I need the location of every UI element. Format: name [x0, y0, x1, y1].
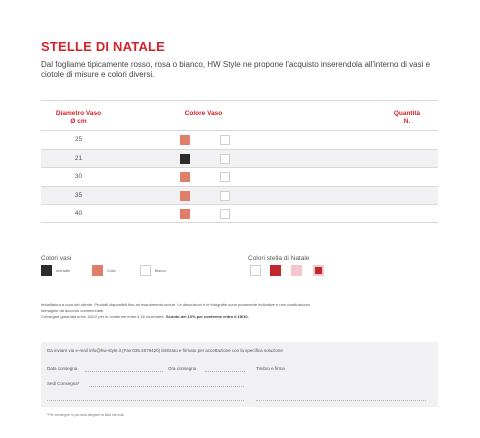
table-row	[41, 186, 438, 205]
legend-swatch-antracite	[41, 265, 52, 276]
legend-swatch-cotto	[92, 265, 103, 276]
legend-title: Colori vasi	[41, 255, 72, 262]
pot-color-swatch	[180, 135, 190, 145]
intro-text: Dal fogliame tipicamente rosso, rosa o bianco, HW Style ne propone l'acquisto inserendola all'interno di vasi e ciotole di misure e colori diversi.	[41, 60, 431, 79]
quantity-checkbox[interactable]	[220, 154, 230, 164]
header-diameter: Diametro Vaso Ø cm	[55, 110, 102, 125]
diameter-value: 21	[74, 154, 83, 162]
star-swatch-pink	[291, 265, 302, 276]
delivery-sites-label: Sedi Consegna*	[47, 381, 80, 386]
diameter-value: 25	[74, 136, 83, 143]
header-quantity: Quantità N.	[393, 110, 421, 125]
pot-color-swatch	[180, 191, 190, 201]
table-header	[41, 100, 438, 130]
table-row	[41, 149, 438, 168]
delivery-time-field[interactable]	[205, 371, 245, 372]
notes: Imballatura a cura del cliente. Prodotti disponibili fino ad esaurimento scorte. Le descrizioni e le fotografie sono puramente indicative e non costituiscono immagine da accordo commerciale. Consegna garantita entro 18/12 per le conferme entro il 16 novembre. Sconto del 10% per conferme entro il 18/10.	[41, 302, 311, 319]
signature-field[interactable]	[256, 400, 426, 401]
star-swatch-red	[270, 265, 281, 276]
order-table	[41, 100, 438, 223]
diameter-value: 35	[74, 191, 83, 199]
delivery-date-label: Data consegna	[47, 366, 78, 371]
table-row	[41, 204, 438, 223]
pot-color-swatch	[180, 209, 190, 219]
legend-title: Colori stella di Natale	[248, 255, 310, 262]
pot-color-swatch	[180, 172, 190, 182]
legend-label: Bianco	[155, 269, 166, 273]
stamp-signature-label: Timbro e firma	[256, 366, 285, 371]
diameter-value: 40	[74, 210, 83, 217]
footnote: *Per consegne in più sedi allegare la lista via mail	[47, 413, 124, 417]
quantity-checkbox[interactable]	[220, 209, 230, 219]
diameter-value: 30	[74, 173, 83, 180]
star-swatch-white	[250, 265, 261, 276]
table-row	[41, 130, 438, 149]
star-swatch-red-outlined	[313, 265, 324, 276]
discount-note: Sconto del 10% per conferme entro il 18/10.	[165, 314, 249, 319]
send-instructions: Da inviare via e-mail info@hw-style.it (Fax 035.4679420) timbrato e firmato per accettazione con la specifica soluzione	[47, 348, 283, 353]
star-colors-legend	[248, 255, 338, 279]
legend-swatch-bianco	[140, 265, 151, 276]
delivery-sites-field-2[interactable]	[47, 400, 244, 401]
quantity-checkbox[interactable]	[220, 135, 230, 145]
quantity-checkbox[interactable]	[220, 172, 230, 182]
pot-colors-legend	[41, 255, 201, 279]
pot-color-swatch	[180, 154, 190, 164]
legend-items	[41, 265, 201, 279]
page-title: STELLE DI NATALE	[41, 39, 166, 54]
delivery-date-field[interactable]	[85, 371, 163, 372]
header-color: Colore Vaso	[184, 110, 223, 117]
table-row	[41, 167, 438, 186]
delivery-sites-field[interactable]	[89, 386, 244, 387]
delivery-time-label: Ora consegna	[168, 366, 197, 371]
legend-label: Antracite	[56, 269, 71, 273]
quantity-checkbox[interactable]	[220, 191, 230, 201]
legend-items	[248, 265, 338, 279]
order-form-box	[41, 342, 438, 407]
legend-label: Cotto	[107, 269, 116, 273]
